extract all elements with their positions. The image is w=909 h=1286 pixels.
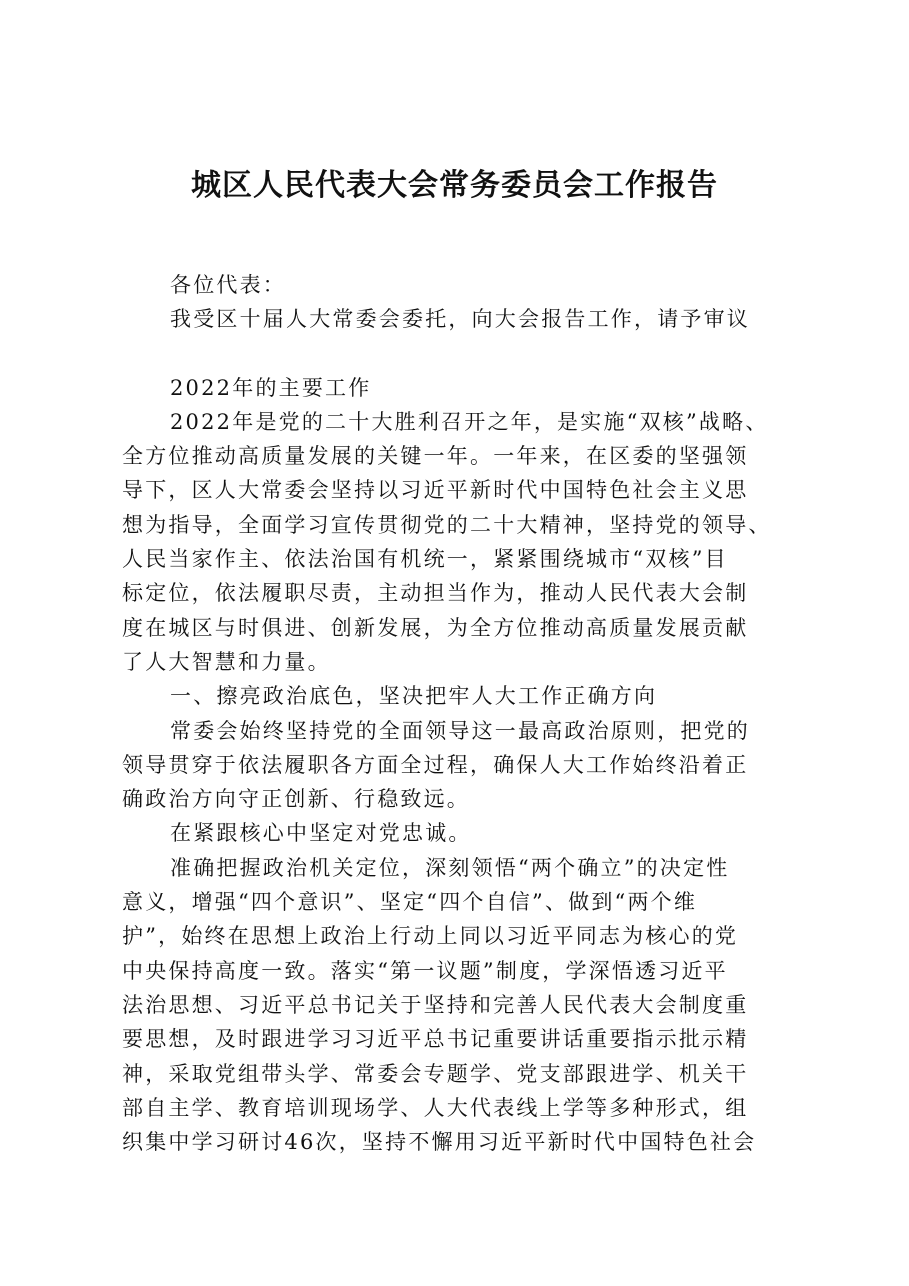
section-heading: 一、擦亮政治底色，坚决把牢人大工作正确方向 — [170, 684, 658, 709]
paragraph-line: 我受区十届人大常委会委托，向大会报告工作，请予审议 — [170, 307, 750, 332]
paragraph-line: 2022年是党的二十大胜利召开之年，是实施“双核”战略、 — [170, 409, 769, 434]
paragraph-line: 要思想，及时跟进学习习近平总书记重要讲话重要指示批示精 — [122, 1027, 749, 1052]
document-title: 城区人民代表大会常务委员会工作报告 — [191, 168, 718, 203]
paragraph-line: 人民当家作主、依法治国有机统一，紧紧围绕城市“双核”目 — [122, 547, 728, 572]
paragraph-line: 度在城区与时俱进、创新发展，为全方位推动高质量发展贡献 — [122, 615, 749, 640]
paragraph-line: 意义，增强“四个意识”、坚定“四个自信”、做到“两个维 — [122, 890, 698, 915]
document-body — [122, 268, 812, 1159]
paragraph-line: 常委会始终坚持党的全面领导这一最高政治原则，把党的 — [170, 718, 750, 743]
paragraph-line: 标定位，依法履职尽责，主动担当作为，推动人民代表大会制 — [122, 581, 749, 606]
paragraph-line: 了人大智慧和力量。 — [122, 649, 331, 674]
paragraph-line: 想为指导，全面学习宣传贯彻党的二十大精神，坚持党的领导、 — [122, 512, 772, 537]
salutation: 各位代表： — [170, 273, 286, 297]
paragraph-line: 全方位推动高质量发展的关键一年。一年来，在区委的坚强领 — [122, 444, 749, 469]
paragraph-line: 确政治方向守正创新、行稳致远。 — [122, 787, 470, 812]
paragraph-line: 护”，始终在思想上政治上行动上同以习近平同志为核心的党 — [122, 924, 739, 949]
section-heading: 2022年的主要工作 — [170, 375, 372, 400]
blank-line — [122, 337, 812, 371]
subsection-heading: 在紧跟核心中坚定对党忠诚。 — [170, 821, 472, 846]
paragraph-line: 部自主学、教育培训现场学、人大代表线上学等多种形式，组 — [122, 1095, 749, 1120]
paragraph-line: 领导贯穿于依法履职各方面全过程，确保人大工作始终沿着正 — [122, 752, 749, 777]
paragraph-line: 准确把握政治机关定位，深刻领悟“两个确立”的决定性 — [170, 855, 730, 880]
paragraph-line: 中央保持高度一致。落实“第一议题”制度，学深悟透习近平 — [122, 958, 728, 983]
paragraph-line: 神，采取党组带头学、常委会专题学、党支部跟进学、机关干 — [122, 1061, 749, 1086]
paragraph-line: 法治思想、习近平总书记关于坚持和完善人民代表大会制度重 — [122, 992, 749, 1017]
paragraph-line: 导下，区人大常委会坚持以习近平新时代中国特色社会主义思 — [122, 478, 749, 503]
paragraph-line: 织集中学习研讨46次，坚持不懈用习近平新时代中国特色社会 — [122, 1130, 757, 1155]
